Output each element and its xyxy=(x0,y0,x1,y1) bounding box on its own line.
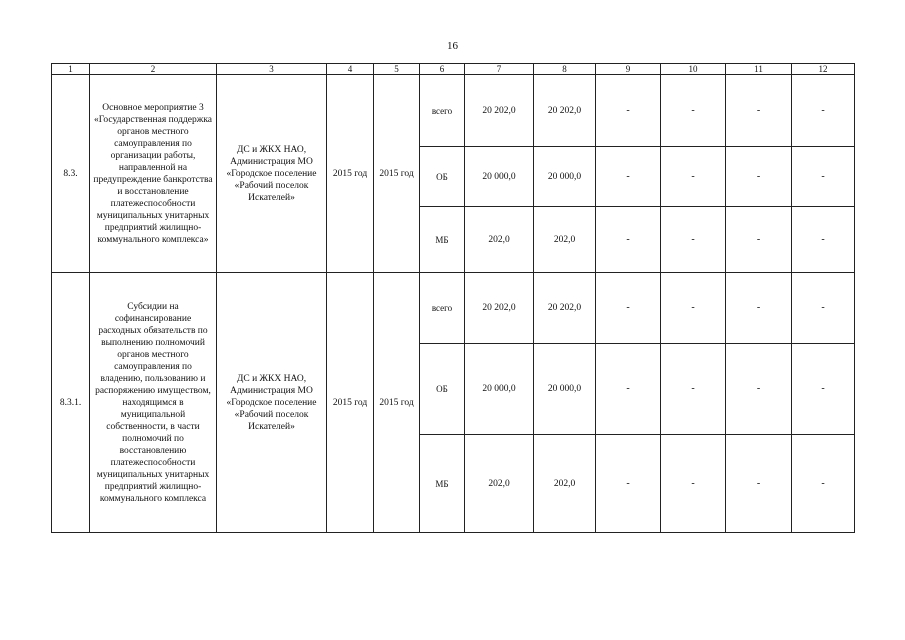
header-cell: 3 xyxy=(217,64,327,75)
value-cell: 202,0 xyxy=(534,435,596,533)
value-cell: 20 202,0 xyxy=(465,75,534,147)
value-cell: - xyxy=(726,147,792,207)
row-end-year: 2015 год xyxy=(374,75,420,273)
funding-source: всего xyxy=(420,75,465,147)
row-start-year: 2015 год xyxy=(327,273,374,533)
funding-source: МБ xyxy=(420,435,465,533)
value-cell: - xyxy=(726,273,792,344)
value-cell: - xyxy=(596,75,661,147)
value-cell: 20 202,0 xyxy=(534,273,596,344)
row-start-year: 2015 год xyxy=(327,75,374,273)
header-cell: 12 xyxy=(792,64,855,75)
row-end-year: 2015 год xyxy=(374,273,420,533)
row-description: Основное мероприятие 3 «Государственная поддержка органов местного самоуправления по организации работы, направленной на предупреждение банкротства и восстановление платежеспособности муниципальных унитарных предприятий жилищно-коммунального комплекса» xyxy=(90,75,217,273)
funding-source: ОБ xyxy=(420,344,465,435)
value-cell: 20 202,0 xyxy=(534,75,596,147)
value-cell: - xyxy=(661,147,726,207)
value-cell: 202,0 xyxy=(534,207,596,273)
program-table xyxy=(51,63,855,533)
value-cell: - xyxy=(596,147,661,207)
value-cell: 20 000,0 xyxy=(534,147,596,207)
header-cell: 7 xyxy=(465,64,534,75)
value-cell: - xyxy=(792,147,855,207)
header-cell: 9 xyxy=(596,64,661,75)
header-row xyxy=(52,64,855,75)
value-cell: - xyxy=(792,75,855,147)
header-cell: 5 xyxy=(374,64,420,75)
row-executor: ДС и ЖКХ НАО, Администрация МО «Городское поселение «Рабочий поселок Искателей» xyxy=(217,75,327,273)
header-cell: 11 xyxy=(726,64,792,75)
funding-source: ОБ xyxy=(420,147,465,207)
value-cell: 20 000,0 xyxy=(465,147,534,207)
value-cell: - xyxy=(661,75,726,147)
value-cell: 20 202,0 xyxy=(465,273,534,344)
value-cell: - xyxy=(596,273,661,344)
table-row xyxy=(52,273,855,344)
header-cell: 10 xyxy=(661,64,726,75)
value-cell: 20 000,0 xyxy=(534,344,596,435)
row-description: Субсидии на софинансирование расходных обязательств по выполнению полномочий органов местного самоуправления по владению, пользованию и распоряжению имуществом, находящимся в муниципальной собственности, в части полномочий по восстановлению платежеспособности муниципальных унитарных предприятий жилищно-коммунального комплекса xyxy=(90,273,217,533)
value-cell: - xyxy=(792,273,855,344)
value-cell: - xyxy=(661,273,726,344)
value-cell: - xyxy=(596,435,661,533)
page-number: 16 xyxy=(447,40,458,52)
value-cell: 202,0 xyxy=(465,435,534,533)
value-cell: 202,0 xyxy=(465,207,534,273)
value-cell: - xyxy=(792,207,855,273)
value-cell: - xyxy=(792,344,855,435)
row-code: 8.3. xyxy=(52,75,90,273)
table-row xyxy=(52,75,855,147)
value-cell: - xyxy=(726,207,792,273)
value-cell: - xyxy=(792,435,855,533)
value-cell: - xyxy=(661,344,726,435)
header-cell: 6 xyxy=(420,64,465,75)
funding-source: МБ xyxy=(420,207,465,273)
value-cell: - xyxy=(596,344,661,435)
row-executor: ДС и ЖКХ НАО, Администрация МО «Городское поселение «Рабочий поселок Искателей» xyxy=(217,273,327,533)
header-cell: 8 xyxy=(534,64,596,75)
header-cell: 2 xyxy=(90,64,217,75)
value-cell: - xyxy=(726,435,792,533)
value-cell: - xyxy=(596,207,661,273)
value-cell: - xyxy=(661,435,726,533)
value-cell: 20 000,0 xyxy=(465,344,534,435)
row-code: 8.3.1. xyxy=(52,273,90,533)
header-cell: 1 xyxy=(52,64,90,75)
value-cell: - xyxy=(726,344,792,435)
funding-source: всего xyxy=(420,273,465,344)
value-cell: - xyxy=(726,75,792,147)
header-cell: 4 xyxy=(327,64,374,75)
value-cell: - xyxy=(661,207,726,273)
